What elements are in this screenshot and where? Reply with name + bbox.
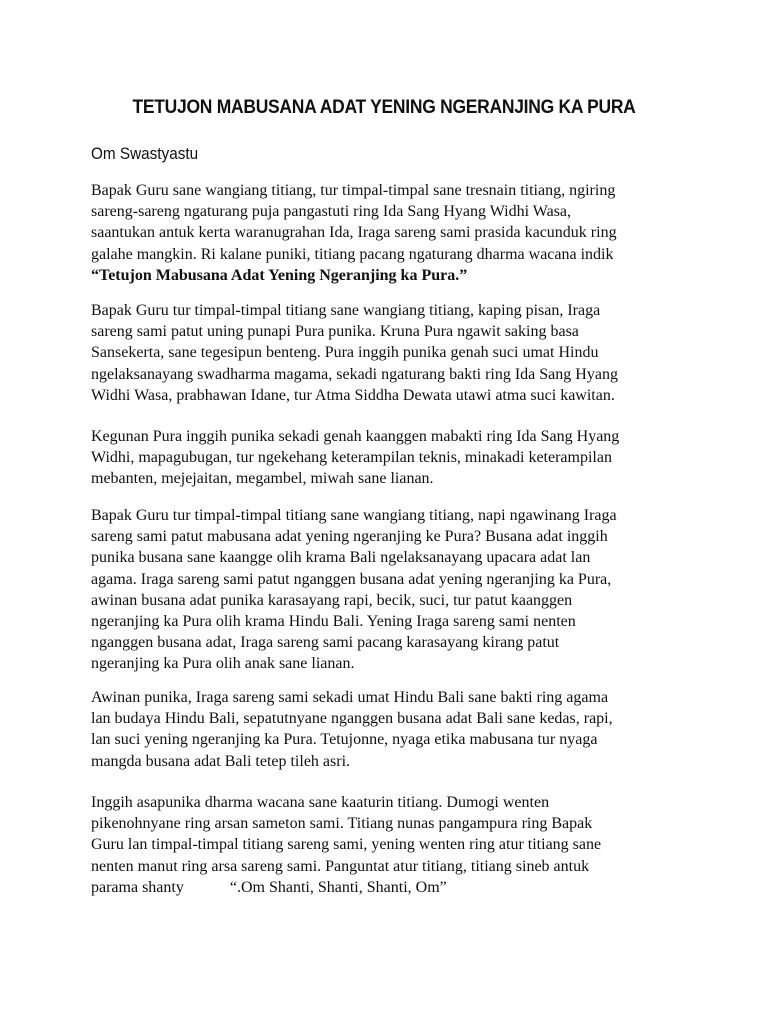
text-line: agama. Iraga sareng sami patut nganggen busana adat yening ngeranjing ka Pura, [91,570,612,588]
text-line: pikenohnyane ring arsan sameton sami. Titiang nunas pangampura ring Bapak [91,815,593,833]
document-title: TETUJON MABUSANA ADAT YENING NGERANJING KA PURA [132,97,636,118]
text-line: sareng-sareng ngaturang puja pangastuti ring Ida Sang Hyang Widhi Wasa, [91,203,572,221]
paragraph-2 [91,300,691,406]
closing-left-text: parama shanty [91,878,184,896]
text-line: saantukan antuk kerta waranugrahan Ida, Iraga sareng sami prasida kacunduk ring [91,224,617,242]
text-line: awinan busana adat punika karasayang rapi, becik, suci, tur patut kaanggen [91,591,573,609]
text-line: ngeranjing ka Pura olih krama Hindu Bali. Yening Iraga sareng sami nenten [91,613,576,631]
paragraph-6 [91,792,691,898]
text-line: Bapak Guru tur timpal-timpal titiang sane wangiang titiang, kaping pisan, Iraga [91,302,601,319]
text-line: nganggen busana adat, Iraga sareng sami pacang karasayang kirang patut [91,634,560,652]
text-line: nenten manut ring arsa sareng sami. Panguntat atur titiang, titiang sineb antuk [91,857,590,875]
topic-title-line: “Tetujon Mabusana Adat Yening Ngeranjing ka Pura.” [91,266,468,284]
text-line: Widhi Wasa, prabhawan Idane, tur Atma Siddha Dewata utawi atma suci kawitan. [91,386,615,404]
text-line: mebanten, mejejaitan, megambel, miwah sane lianan. [91,470,434,488]
text-line: sareng sami patut mabusana adat yening ngeranjing ke Pura? Busana adat inggih [91,528,608,546]
text-line: Bapak Guru sane wangiang titiang, tur timpal-timpal sane tresnain titiang, ngiring [91,182,616,199]
text-line: ngeranjing ka Pura olih anak sane lianan. [91,655,355,673]
text-line: lan suci yening ngeranjing ka Pura. Tetujonne, nyaga etika mabusana tur nyaga [91,731,598,749]
paragraph-3 [91,426,691,490]
paragraph-4 [91,505,691,675]
text-line: Sansekerta, sane tegesipun benteng. Pura inggih punika genah suci umat Hindu [91,344,599,362]
closing-line [91,877,691,898]
text-line: Bapak Guru tur timpal-timpal titiang sane wangiang titiang, napi ngawinang Iraga [91,507,617,524]
paragraph-5 [91,687,691,772]
text-line: Kegunan Pura inggih punika sekadi genah kaanggen mabakti ring Ida Sang Hyang [91,428,620,445]
text-line: Guru lan timpal-timpal titiang sareng sami, yening wenten ring atur titiang sane [91,836,602,854]
text-line: galahe mangkin. Ri kalane puniki, titiang pacang ngaturang dharma wacana indik [91,245,614,263]
text-line: mangda busana adat Bali tetep tileh asri. [91,752,351,770]
text-line: lan budaya Hindu Bali, sepatutnyane nganggen busana adat Bali sane kedas, rapi, [91,710,613,728]
closing-salutation: “.Om Shanti, Shanti, Shanti, Om” [229,878,447,896]
text-line: Inggih asapunika dharma wacana sane kaaturin titiang. Dumogi wenten [91,794,550,811]
text-line: sareng sami patut uning punapi Pura punika. Kruna Pura ngawit saking basa [91,323,579,341]
text-line: punika busana sane kaangge olih krama Bali ngelaksanayang upacara adat lan [91,549,591,567]
text-line: ngelaksanayang swadharma magama, sekadi ngaturang bakti ring Ida Sang Hyang [91,365,618,383]
text-line: Awinan punika, Iraga sareng sami sekadi umat Hindu Bali sane bakti ring agama [91,689,609,706]
text-line: Widhi, mapagubugan, tur ngekehang keterampilan teknis, minakadi keterampilan [91,449,612,467]
paragraph-1 [91,180,691,286]
greeting: Om Swastyastu [91,144,199,163]
